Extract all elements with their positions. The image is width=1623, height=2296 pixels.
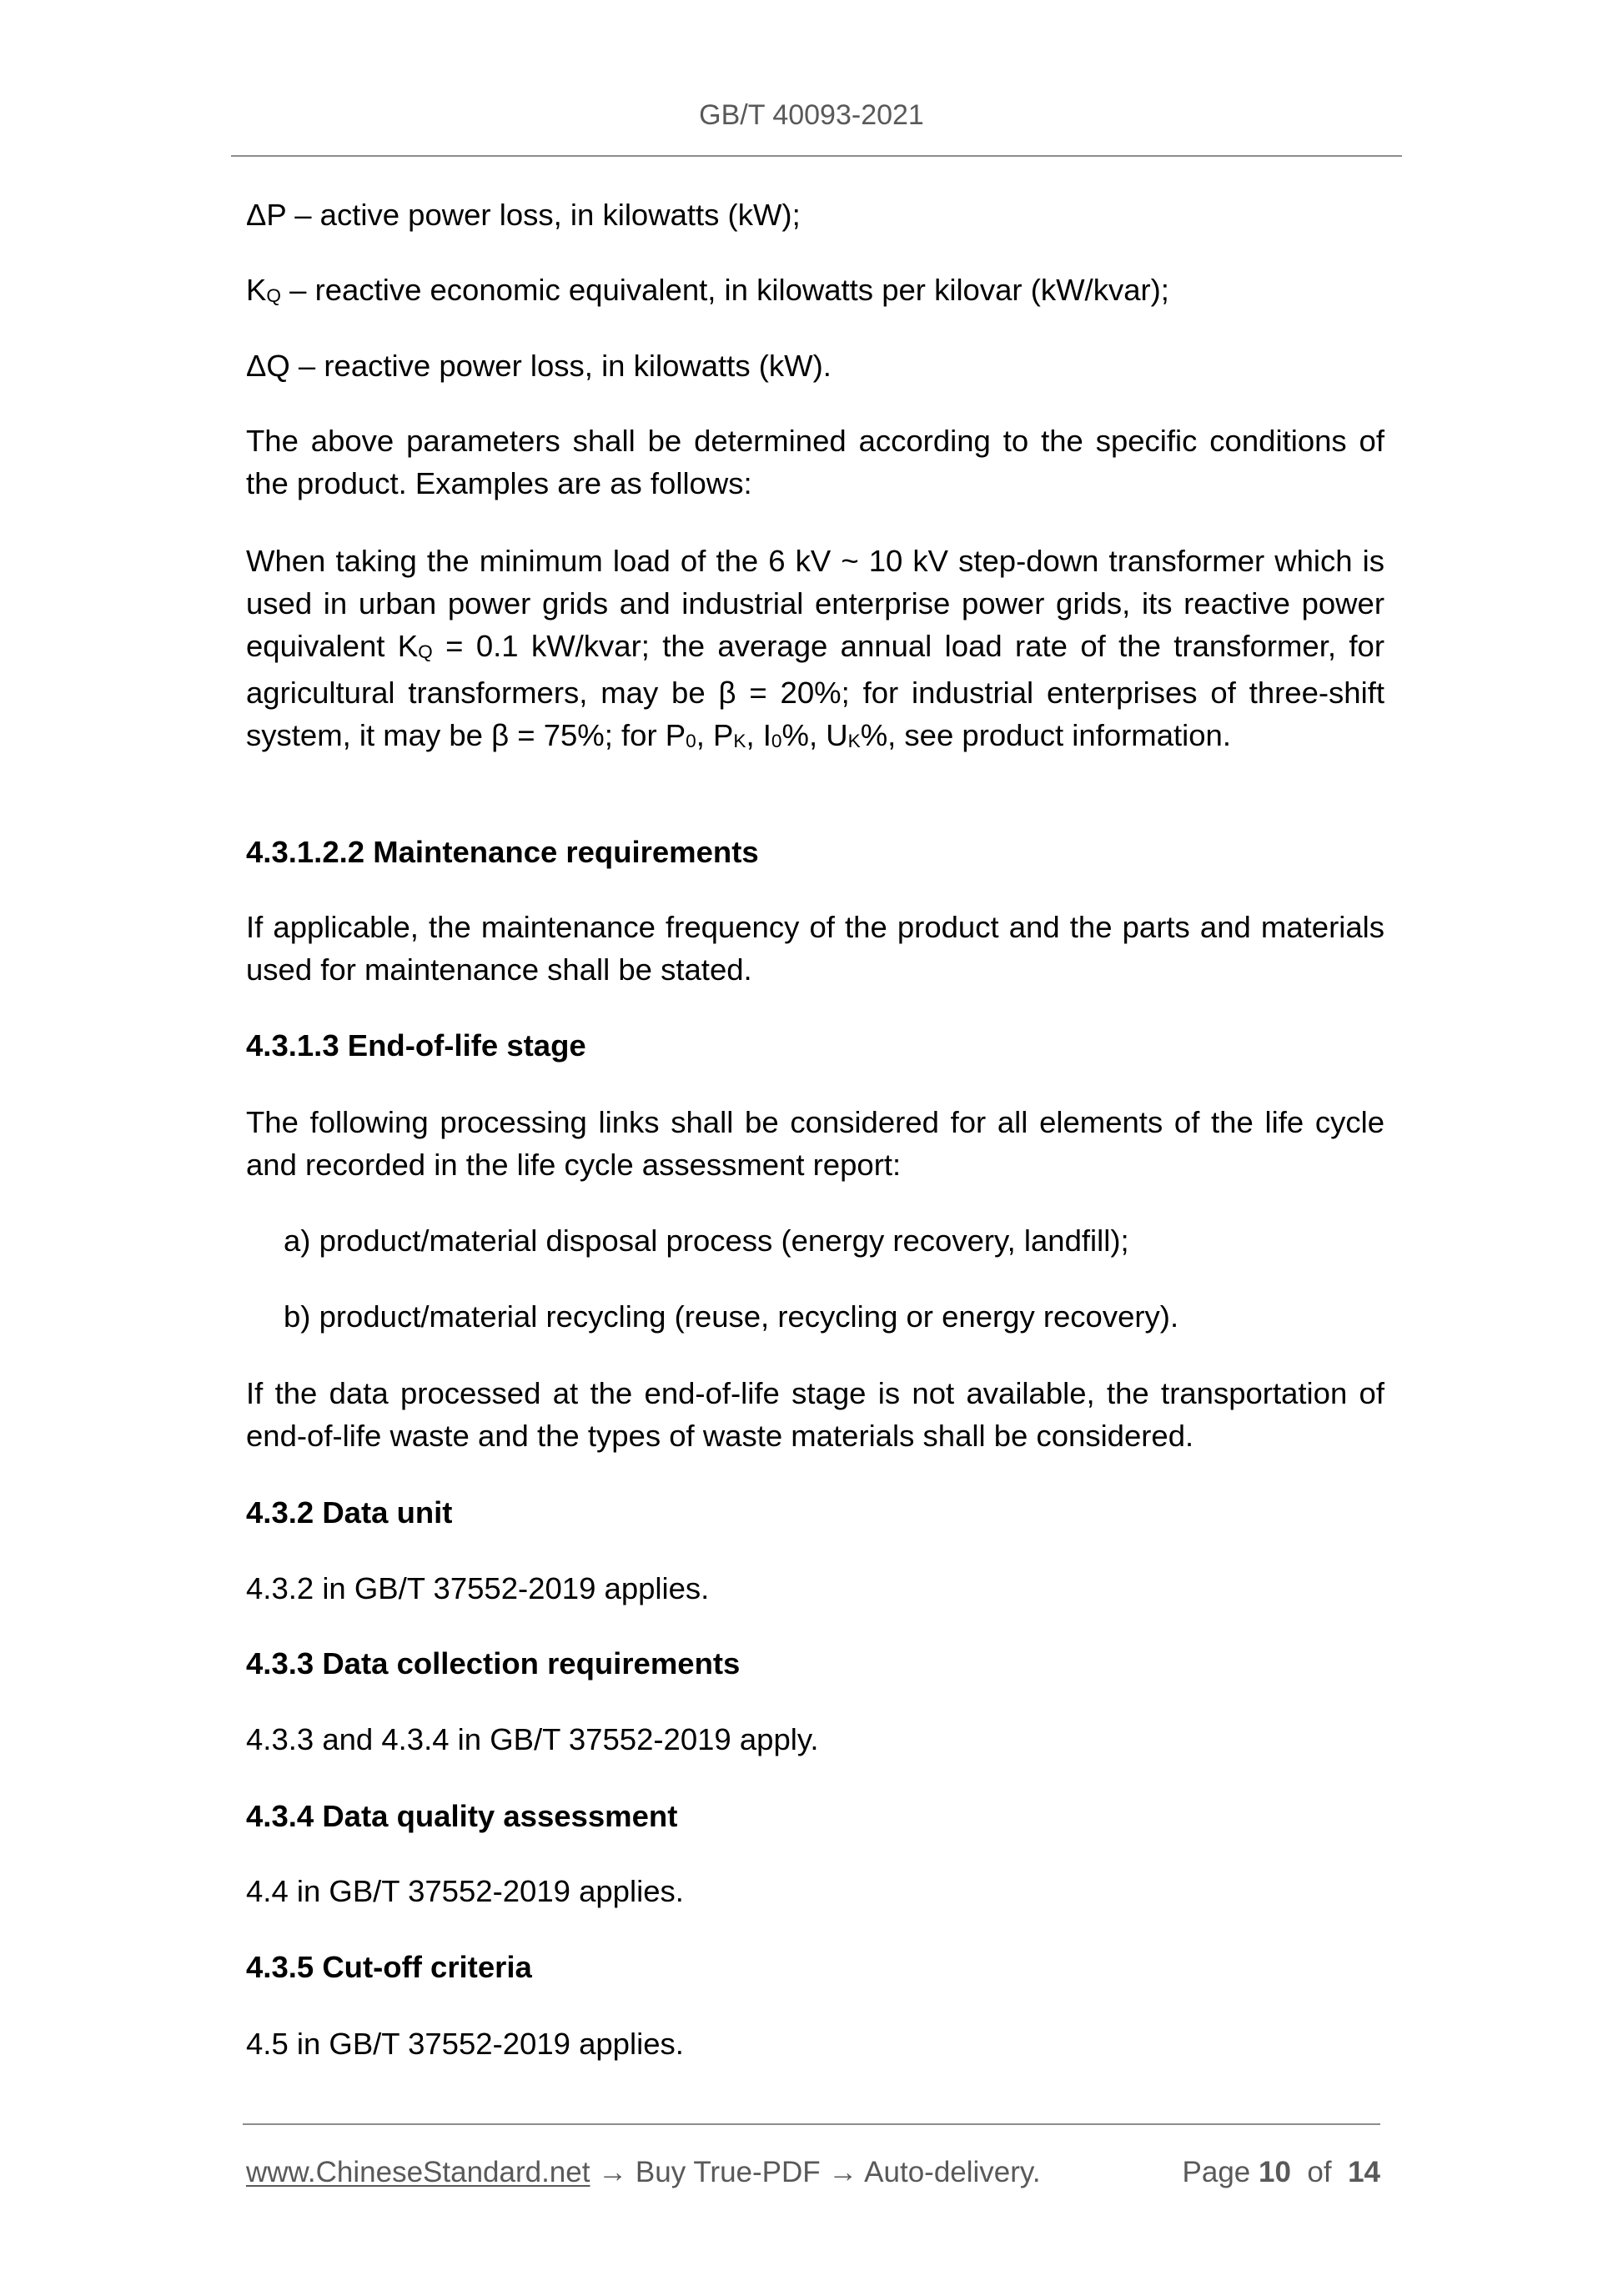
definition-text: active power loss, in kilowatts (kW);	[319, 198, 801, 232]
text-run: , I	[746, 718, 771, 752]
document-code-header: GB/T 40093-2021	[699, 99, 924, 131]
header-divider	[231, 155, 1402, 157]
paragraph-example	[246, 540, 1384, 761]
symbol: ΔQ	[246, 349, 290, 383]
definition-delta-p	[246, 193, 1384, 236]
section-heading-cut-off: 4.3.5 Cut-off criteria	[246, 1950, 532, 1984]
footer-step-delivery: Auto-delivery.	[857, 2156, 1041, 2188]
subscript: K	[847, 730, 861, 751]
dash: –	[289, 349, 324, 383]
symbol-subscript: Q	[266, 284, 281, 306]
symbol: ΔP	[246, 198, 287, 232]
section-heading-end-of-life: 4.3.1.3 End-of-life stage	[246, 1028, 586, 1063]
definition-text: reactive economic equivalent, in kilowatts per kilovar (kW/kvar);	[314, 273, 1169, 307]
page-footer	[246, 2155, 1380, 2190]
list-item-recycling: b) product/material recycling (reuse, recycling or energy recovery).	[284, 1299, 1179, 1334]
page-label: Page	[1182, 2156, 1251, 2188]
website-link[interactable]: www.ChineseStandard.net	[246, 2156, 590, 2188]
footer-divider	[243, 2123, 1380, 2125]
paragraph-data-collection: 4.3.3 and 4.3.4 in GB/T 37552-2019 apply.	[246, 1722, 819, 1756]
section-heading-data-quality: 4.3.4 Data quality assessment	[246, 1799, 678, 1833]
page-indicator	[1183, 2155, 1380, 2190]
page-current: 10	[1259, 2156, 1291, 2188]
list-item-disposal: a) product/material disposal process (energy recovery, landfill);	[284, 1223, 1129, 1258]
section-heading-data-collection: 4.3.3 Data collection requirements	[246, 1646, 741, 1681]
paragraph-end-of-life-fallback: If the data processed at the end-of-life stage is not available, the transportation of end-of-life waste and the types of waste materials shall be considered.	[246, 1376, 1384, 1453]
paragraph-maintenance: If applicable, the maintenance frequency of the product and the parts and materials used for maintenance shall be stated.	[246, 910, 1384, 987]
dash: –	[280, 273, 315, 307]
definition-kq	[246, 269, 1384, 315]
subscript: 0	[686, 730, 696, 751]
paragraph-end-of-life: The following processing links shall be considered for all elements of the life cycle and recorded in the life cycle assessment report:	[246, 1105, 1384, 1182]
dash: –	[286, 198, 320, 232]
paragraph-parameters: The above parameters shall be determined according to the specific conditions of the product. Examples are as follows:	[246, 424, 1384, 500]
paragraph-cut-off: 4.5 in GB/T 37552-2019 applies.	[246, 2027, 684, 2061]
text-run: %, see product information.	[860, 718, 1231, 752]
footer-step-buy: Buy True-PDF	[627, 2156, 829, 2188]
subscript: Q	[418, 641, 433, 662]
page-total: 14	[1348, 2156, 1380, 2188]
symbol: K	[246, 273, 267, 307]
text-run: , P	[696, 718, 734, 752]
paragraph-data-unit: 4.3.2 in GB/T 37552-2019 applies.	[246, 1571, 710, 1605]
arrow-right-icon: →	[598, 2156, 628, 2188]
subscript: K	[733, 730, 746, 751]
section-heading-maintenance: 4.3.1.2.2 Maintenance requirements	[246, 835, 759, 869]
text-run: = 0.1 kW/kvar; the average annual load rate of the transformer, for agricultural transformers, may be β = 20%; for industrial enterprises of three-shift system, it may be β = 75%; for P	[246, 629, 1384, 752]
section-heading-data-unit: 4.3.2 Data unit	[246, 1495, 453, 1530]
text-run: When taking the minimum load of the 6 kV ~ 10 kV step-down transformer which is used in urban power grids and industrial enterprise power grids, its reactive power equivalent K	[246, 544, 1384, 663]
arrow-right-icon: →	[828, 2156, 858, 2188]
text-run: %, U	[781, 718, 848, 752]
paragraph-data-quality: 4.4 in GB/T 37552-2019 applies.	[246, 1874, 684, 1908]
page-of: of	[1307, 2156, 1332, 2188]
definition-text: reactive power loss, in kilowatts (kW).	[324, 349, 832, 383]
definition-delta-q	[246, 344, 1384, 387]
subscript: 0	[771, 730, 782, 751]
